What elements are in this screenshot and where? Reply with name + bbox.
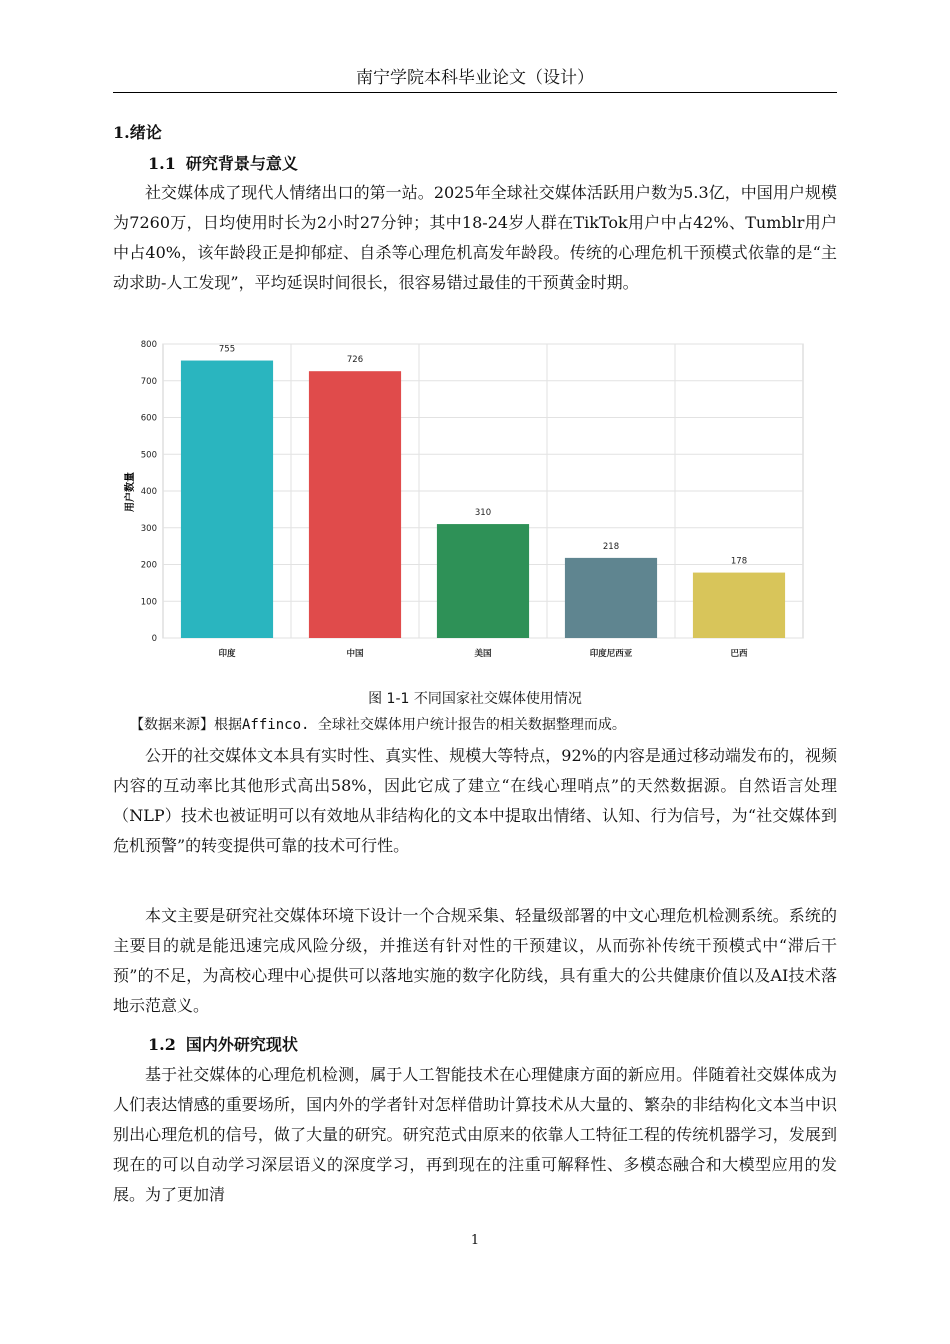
paragraph: 基于社交媒体的心理危机检测，属于人工智能技术在心理健康方面的新应用。伴随着社交媒体成为人们表达情感的重要场所，国内外的学者针对怎样借助计算技术从大量的、繁杂的非结构化文本当中识别出心理危机的信号，做了大量的研究。研究范式由原来的依靠人工特征工程的传统机器学习，发展到现在的可以自动学习深层语义的深度学习，再到现在的注重可解释性、多模态融合和大模型应用的发展。为了更加清 [113, 1065, 837, 1204]
bar [181, 361, 273, 638]
subsection-title: 研究背景与意义 [185, 154, 298, 173]
source-label: 【数据来源】 [130, 717, 214, 733]
x-tick-label: 美国 [474, 649, 492, 659]
data-label: 755 [218, 344, 236, 355]
y-tick-label: 200 [140, 560, 157, 571]
x-tick-label: 中国 [346, 649, 364, 659]
x-tick-label: 印度尼西亚 [589, 649, 633, 659]
subsection-number: 1.2 [148, 1035, 176, 1054]
paragraph: 本文主要是研究社交媒体环境下设计一个合规采集、轻量级部署的中文心理危机检测系统。系统的主要目的就是能迅速完成风险分级，并推送有针对性的干预建议，从而弥补传统干预模式中“滞后干预”的不足，为高校心理中心提供可以落地实施的数字化防线，具有重大的公共健康价值以及AI技术落地示范意义。 [113, 906, 837, 1015]
y-tick-label: 600 [140, 413, 157, 424]
data-label: 178 [730, 556, 748, 567]
paragraph: 公开的社交媒体文本具有实时性、真实性、规模大等特点，92%的内容是通过移动端发布的，视频内容的互动率比其他形式高出58%，因此它成了建立“在线心理哨点”的天然数据源。自然语言处理（NLP）技术也被证明可以有效地从非结构化的文本中提取出情绪、认知、行为信号，为“社交媒体到危机预警”的转变提供可靠的技术可行性。 [113, 746, 837, 855]
x-axis-ticks [218, 648, 748, 659]
subsection-heading [148, 1032, 298, 1055]
page-number: 1 [470, 1233, 480, 1248]
x-tick-label: 印度 [218, 649, 236, 659]
subsection-heading [148, 151, 298, 174]
y-tick-label: 300 [140, 523, 157, 534]
data-label: 218 [602, 541, 620, 552]
data-label: 726 [346, 355, 364, 366]
y-tick-label: 500 [140, 450, 157, 461]
y-tick-label: 700 [140, 376, 157, 387]
y-tick-label: 400 [140, 487, 157, 497]
bar [693, 573, 785, 638]
bar [437, 524, 529, 638]
y-tick-label: 0 [151, 634, 157, 644]
y-tick-label: 800 [140, 340, 157, 350]
y-axis-ticks [141, 340, 157, 644]
page-header: 南宁学院本科毕业论文（设计） [113, 66, 837, 93]
subsection-title: 国内外研究现状 [185, 1035, 298, 1054]
figure-caption: 图 1-1 不同国家社交媒体使用情况 [368, 691, 582, 707]
bar [565, 558, 657, 638]
figure-source [130, 714, 837, 734]
source-text: 根据Affinco. 全球社交媒体用户统计报告的相关数据整理而成。 [214, 717, 626, 733]
paragraph: 社交媒体成了现代人情绪出口的第一站。2025年全球社交媒体活跃用户数为5.3亿，中国用户规模为7260万，日均使用时长为2小时27分钟；其中18-24岁人群在TikTok用户中占42%、Tumblr用户中占40%，该年龄段正是抑郁症、自杀等心理危机高发年龄段。传统的心理危机干预模式依靠的是“主动求助-人工发现”，平均延误时间很长，很容易错过最佳的干预黄金时期。 [113, 183, 837, 292]
bar [309, 371, 401, 638]
y-tick-label: 100 [140, 597, 157, 608]
chart-bars [181, 361, 785, 638]
x-tick-label: 巴西 [730, 649, 748, 659]
bar-chart [113, 336, 813, 666]
section-heading: 1.绪论 [113, 123, 162, 142]
data-label: 310 [474, 508, 492, 519]
y-axis-label: 用户数量 [125, 472, 136, 512]
subsection-number: 1.1 [148, 154, 176, 173]
